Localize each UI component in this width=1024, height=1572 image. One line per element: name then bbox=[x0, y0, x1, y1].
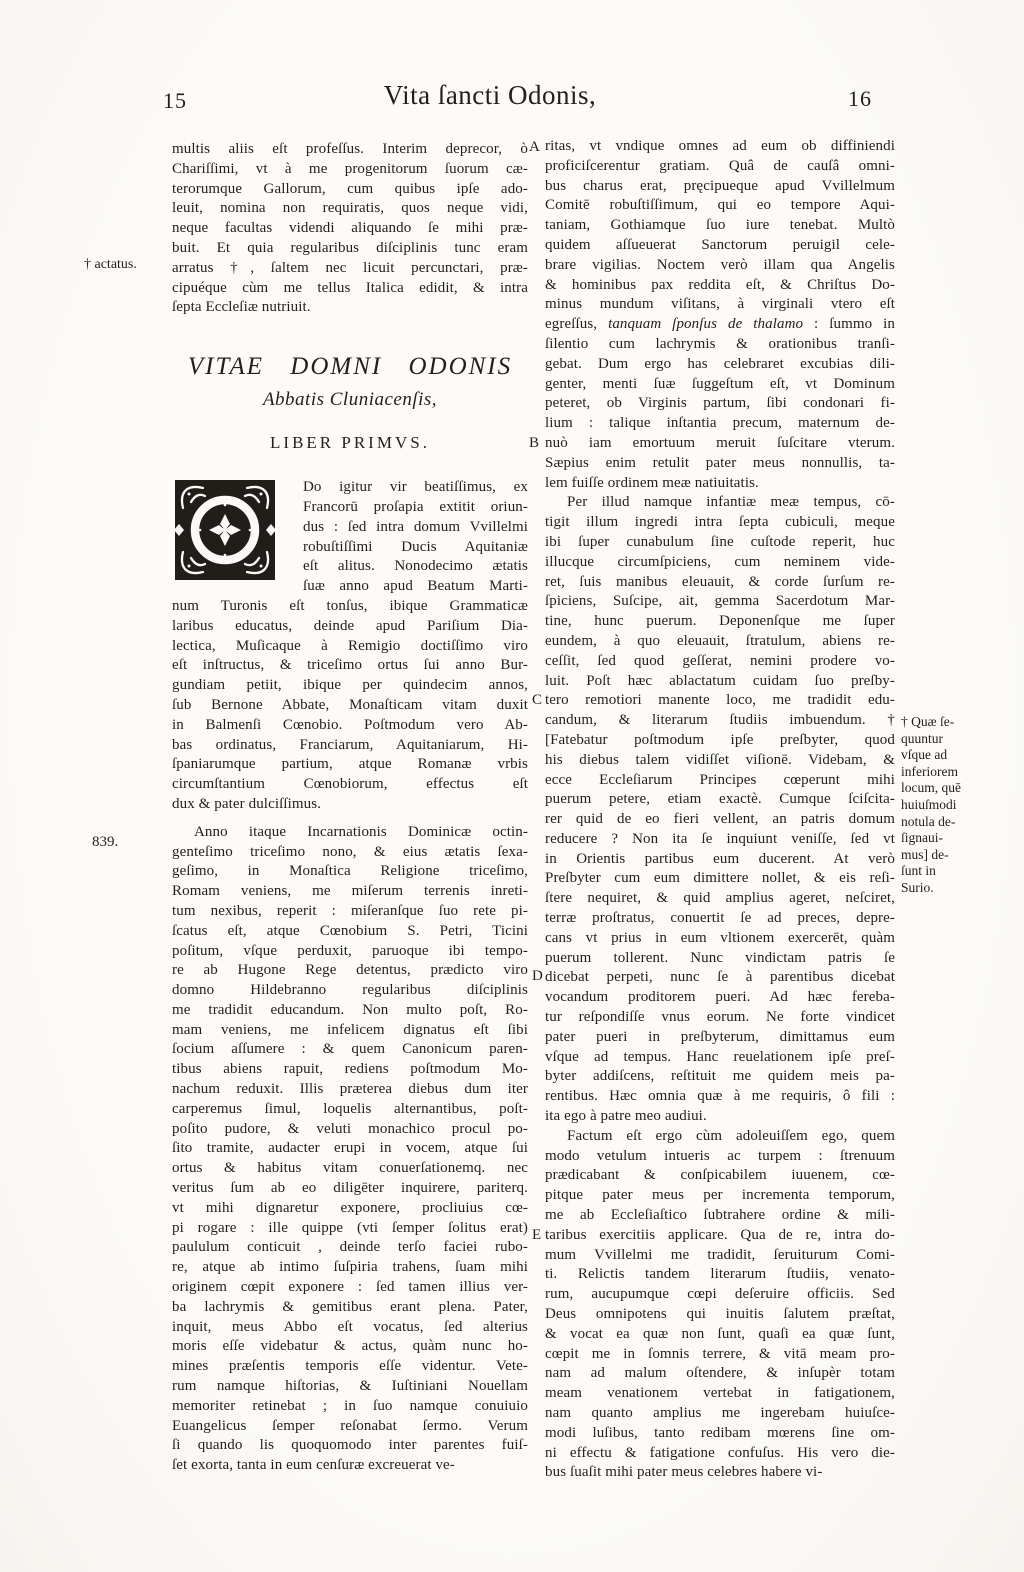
text-line: ceſſit, ſed quod geſſerat, nemini prodere vo- bbox=[545, 652, 895, 669]
text-line: eſt inſtructus, & triceſimo ortus ſui anno Bur- bbox=[172, 657, 528, 674]
text-line: tur reſpondiſſe vnus eorum. Ne forte vindicet bbox=[545, 1009, 895, 1026]
text-line: ſub Bernone Abbate, Monaſticam vitam duxit bbox=[172, 696, 528, 713]
text-line: prædicabant & conſpicabilem iuuenem, cœ- bbox=[545, 1167, 895, 1184]
text-line: peteret, ob Virginis partum, ſibi condonari fi- bbox=[545, 395, 895, 412]
text-line: bus ſuaſit mihi pater meus celebres habere vi- bbox=[545, 1464, 823, 1481]
text-line: ti. Relictis tandem literarum ſtudiis, venato- bbox=[545, 1266, 895, 1283]
text-line: terræ proſtratus, conuertit ſe ad preces, depre- bbox=[545, 910, 895, 927]
text-line: arratus †, ſaltem nec licuit percunctari, præ- bbox=[172, 259, 528, 276]
text-line: & vocat ea quæ non ſunt, quaſi ea quæ ſunt, bbox=[545, 1325, 895, 1342]
text-line: tine, hunc puerum. Deponenſque me ſuper bbox=[545, 613, 895, 630]
text-line: vſque ad bbox=[901, 747, 948, 763]
text-line: ecce Eccleſiarum Principes cœperunt mihi bbox=[545, 771, 895, 788]
text-line: ſtere nequiret, & quid amplius ageret, neſciret, bbox=[545, 890, 895, 907]
text-line: ſocium aſſumere : & quem Canonicum paren- bbox=[172, 1041, 528, 1058]
text-line: Deus omnipotens qui inuitis ſalutem præſtat, bbox=[545, 1306, 895, 1323]
text-line: dux & pater dulciſſimus. bbox=[172, 795, 322, 812]
section-title-liber: LIBER PRIMVS. bbox=[270, 433, 430, 453]
text-line: ſepta Eccleſiæ nutriuit. bbox=[172, 299, 311, 316]
text-line: me ab Eccleſiaſtico ſubtrahere ordine & mili- bbox=[545, 1207, 895, 1224]
text-line: vt mihi dignaretur exponere, procliuius cœ- bbox=[172, 1199, 528, 1216]
text-line: ita ego à patre meo audiui. bbox=[545, 1108, 707, 1125]
text-line: in Balmenſi Cœnobio. Poſtmodum vero Ab- bbox=[172, 716, 528, 733]
text-line: his diebus talem vidiſſet viſionē. Videbam, & bbox=[545, 751, 895, 768]
text-line: egreſſus, tanquam ſponſus de thalamo : ſummo in bbox=[545, 316, 896, 333]
text-line: Factum eſt ergo cùm adoleuiſſem ego, quem bbox=[567, 1127, 895, 1144]
text-line: illucque circumſpiciens, cum neminem vide- bbox=[545, 553, 895, 570]
right-column bbox=[545, 137, 895, 1483]
text-line: bas ordinatus, Franciarum, Aquitaniarum, Hi- bbox=[172, 736, 528, 753]
left-column bbox=[172, 140, 528, 1476]
text-line: luit. Poſt hæc ablactatum cuidam ſuo preſby- bbox=[545, 672, 895, 689]
page-number-left: 15 bbox=[163, 88, 187, 113]
text-line: Francorū proſapia extitit oriun- bbox=[303, 498, 528, 515]
text-line: puerum petere, etiam exactè. Cumque ſciſcita- bbox=[545, 791, 895, 808]
text-line: & hominibus pax reddita eſt, & Chriſtus Do- bbox=[545, 276, 895, 293]
text-line: me tradidit educandum. Non multo poſt, Ro- bbox=[172, 1001, 528, 1018]
text-line: nuò iam emortuum meruit ſuſcitare vterum. bbox=[545, 434, 895, 451]
left-paragraph-2 bbox=[172, 478, 528, 815]
text-line: ortus & habitus vitam conuerſationemq. nec bbox=[172, 1160, 528, 1177]
section-letter-D: D bbox=[532, 968, 543, 984]
text-line: ſi quando lis quoquomodo inter parentes fuiſ- bbox=[172, 1437, 528, 1454]
text-line: reducere ? Non ita ſe inquiunt veniſſe, ſed vt bbox=[545, 830, 895, 847]
right-paragraph-2 bbox=[545, 493, 895, 1127]
text-line: lium : talique inſtantia precum, maternum de- bbox=[545, 415, 895, 432]
text-line: neque facultas videndi aliquando ſe mihi præ- bbox=[172, 220, 528, 237]
text-line: locum, quē bbox=[901, 780, 961, 796]
text-line: paululum conticuit , deinde terſo faciei rubo- bbox=[172, 1239, 528, 1256]
text-line: in Orientis partibus eum ducerent. At verò bbox=[545, 850, 895, 867]
text-line: Euangelicus ſemper reſonabat ſermo. Verum bbox=[172, 1417, 528, 1434]
text-line: Chariſſimi, vt à me progenitorum ſuorum cæ- bbox=[172, 160, 528, 177]
text-line: ſuæ anno apud Beatum Marti- bbox=[303, 578, 528, 595]
page-number-right: 16 bbox=[848, 86, 872, 111]
text-line: carperemus ſimul, loquelis alternantibus, poſt- bbox=[172, 1100, 528, 1117]
right-paragraph-1 bbox=[545, 137, 895, 493]
text-line: minus mundum viſitans, à virginali vtero eſt bbox=[545, 296, 895, 313]
text-line: nam ad malum oſtendere, & inſupèr totam bbox=[545, 1365, 895, 1382]
text-line: rer quid de eo fieri vellent, an patris domum bbox=[545, 811, 895, 828]
text-line: dus : ſed intra domum Vvillelmi bbox=[303, 518, 528, 535]
text-line: circumſtantium Cœnobiorum, effectus eſt bbox=[172, 776, 528, 793]
text-line: cœpit me in ſomnis terrere, & vitā meam pro- bbox=[545, 1345, 895, 1362]
text-line: domno Hildebranno regularibus diſciplinis bbox=[172, 982, 528, 999]
text-line: ſpaniarumque partium, atque Romanæ vrbis bbox=[172, 756, 528, 773]
text-line: Surio. bbox=[901, 879, 934, 895]
text-line: brare vigilias. Noctem verò illam qua Angelis bbox=[545, 256, 895, 273]
text-line: ſito tramite, audacter erupi in vocem, atque ſui bbox=[172, 1140, 528, 1157]
text-line: quidem aſſueuerat Sanctorum peruigil cele- bbox=[545, 236, 895, 253]
section-letter-E: E bbox=[532, 1227, 542, 1243]
text-line: Do igitur vir beatiſſimus, ex bbox=[303, 479, 528, 496]
text-line: vocandum proditorem pueri. Ad hæc fereba- bbox=[545, 989, 895, 1006]
text-line: ritas, vt vndique omnes ad eum ob diffiniendi bbox=[545, 138, 895, 154]
text-line: inferiorem bbox=[901, 763, 958, 779]
margin-note-year-839: 839. bbox=[92, 834, 119, 850]
text-line: num Turonis eſt tonſus, ibique Grammaticæ bbox=[172, 597, 528, 614]
section-letter-C: C bbox=[532, 692, 543, 708]
text-line: puerum tollerent. Nunc vindictam patris ſe bbox=[545, 949, 895, 966]
text-line: ni effectu & fatigatione confuſus. His vero die- bbox=[545, 1444, 895, 1461]
text-line: candum, & literarum ſtudiis imbuendum. † bbox=[545, 712, 895, 729]
text-line: laribus educatus, deinde apud Pariſium Dia- bbox=[172, 617, 528, 634]
text-line: eundem, à quo eleuauit, ſtratulum, abiens re- bbox=[545, 632, 895, 649]
text-line: Preſbyter cum eum dimittere nollet, & eis reſi- bbox=[545, 870, 895, 887]
text-line: gebat. Dum ergo has celebraret excubias dili- bbox=[545, 355, 895, 372]
text-line: † Quæ ſe- bbox=[901, 714, 955, 729]
text-line: inquit, meus Abbo eſt vocatus, ſed alterius bbox=[172, 1318, 528, 1335]
text-line: terorumque Gallorum, cum quibus ipſe ado- bbox=[172, 180, 528, 197]
text-line: tum nexibus, reperit : miſeranſque ſuo rete pi- bbox=[172, 902, 528, 919]
text-line: Comitē robuſtiſſimum, qui eo tempore Aqui- bbox=[545, 197, 895, 214]
text-line: vſque ad tempus. Hanc reuelationem ipſe preſ- bbox=[545, 1048, 895, 1065]
text-line: Romam veniens, me miſerum terrenis inreti- bbox=[172, 883, 528, 900]
text-line: ſcatus eſt, atque Cœnobium S. Petri, Ticini bbox=[172, 922, 528, 939]
text-line: ſet exorta, tanta in eum cenſuræ excreuerat ve- bbox=[172, 1457, 455, 1474]
text-line: geſimo, in Monaſtica Religione triceſimo, bbox=[172, 863, 528, 880]
section-title-main: VITAE DOMNI ODONIS bbox=[187, 353, 513, 381]
running-title: Vita ſancti Odonis, bbox=[383, 80, 597, 110]
text-line: notula de- bbox=[901, 813, 956, 829]
text-line: robuſtiſſimi Ducis Aquitaniæ bbox=[303, 538, 528, 555]
text-line: taribus exercitiis applicare. Qua de re, intra do- bbox=[545, 1226, 895, 1243]
margin-note-aetatus: † actatus. bbox=[84, 257, 137, 272]
text-line: cans vt prius in eum vltionem exercerēt, quàm bbox=[545, 929, 895, 946]
text-line: dicebat perpeti, nunc ſe à parentibus dicebat bbox=[545, 969, 895, 986]
text-line: moris eſſe videbatur & actus, quàm nunc ho- bbox=[172, 1338, 528, 1355]
text-line: taniam, Gothiamque ſuo iure tenebat. Multò bbox=[545, 217, 895, 234]
text-line: mam veniens, me infelicem dignatus eſt ſibi bbox=[172, 1021, 528, 1038]
text-line: tigit illum ingredi intra ſepta cubiculi, meque bbox=[545, 514, 895, 531]
text-line: ret, ſuis manibus eleuauit, & corde ſurſum re- bbox=[545, 573, 895, 590]
text-line: lectica, Muſicaque à Remigio doctiſſimo viro bbox=[172, 637, 528, 654]
text-line: memoriter retinebat ; in ſuo namque conuiuio bbox=[172, 1397, 528, 1414]
text-line: ibi ſuper cunabulum ſine cuſtode reperit, huc bbox=[545, 533, 895, 550]
ornate-drop-cap-O bbox=[175, 480, 275, 580]
text-line: rum, aucupumque cœpi deſeruire officiis. Sed bbox=[545, 1286, 895, 1303]
text-line: proficiſcerentur gratiam. Quâ de cauſâ omni- bbox=[545, 157, 895, 174]
text-line: pitque pater meus per incrementa temporum, bbox=[545, 1187, 895, 1204]
text-line: [Fatebatur poſtmodum ipſe preſbyter, quod bbox=[545, 731, 895, 748]
text-line: Anno itaque Incarnationis Dominicæ octin- bbox=[194, 823, 528, 840]
text-line: rum namque hiſtorias, & Iuſtiniani Nouellam bbox=[172, 1378, 528, 1395]
text-line: tibus abiens rapuit, rediens poſtmodum Mo- bbox=[172, 1061, 528, 1078]
text-line: pi rogare : ille quippe (vti ſemper ſolitus erat) bbox=[172, 1219, 528, 1236]
side-note-surius bbox=[901, 714, 1017, 897]
text-line: poſitum, vſque perduxit, paruoque ibi tempo- bbox=[172, 942, 528, 959]
text-line: huiuſmodi bbox=[901, 796, 957, 812]
text-line: meam venationem vertebat in fatigationem, bbox=[545, 1385, 895, 1402]
right-paragraph-3 bbox=[545, 1127, 895, 1483]
text-line: ſignaui- bbox=[901, 830, 943, 846]
text-line: veritus ſum ab eo diligēter inquirere, pariterq. bbox=[172, 1180, 528, 1197]
text-line: poſito pudore, & veluti monachico procul po- bbox=[172, 1120, 528, 1137]
text-line: tero remotiori manente loco, me tradidit edu- bbox=[545, 692, 895, 709]
text-line: bus charus erat, pręcipueque apud Vvillelmum bbox=[545, 177, 895, 194]
section-title-sub: Abbatis Cluniacenſis, bbox=[262, 389, 438, 411]
text-line: genter, menti ſuæ ſuggeſtum eſt, vt Dominum bbox=[545, 375, 895, 392]
text-line: genteſimo triceſimo nono, & eius ætatis ſexa- bbox=[172, 843, 528, 860]
text-line: multis aliis eſt profeſſus. Interim deprecor, ò bbox=[172, 141, 528, 157]
left-paragraph-1 bbox=[172, 140, 528, 318]
text-line: ſpiciens, Suſcipe, ait, gemma Sacerdotum Mar- bbox=[545, 593, 895, 610]
text-line: leuit, nomina non requiratis, quos neque vidi, bbox=[172, 200, 528, 217]
text-line: mines præſentis temporis eſſe videntur. Vete- bbox=[172, 1358, 528, 1375]
left-paragraph-3 bbox=[172, 823, 528, 1476]
text-line: ſilentio cum lachrymis & orationibus tranſi- bbox=[545, 335, 895, 352]
text-line: modi luſibus, tanto redibam mœrens ſine om- bbox=[545, 1424, 895, 1441]
text-line: buit. Et quia regularibus diſciplinis tunc eram bbox=[172, 239, 528, 256]
text-line: re, atque ab intimo ſuſpiria trahens, ſuam mihi bbox=[172, 1259, 528, 1276]
text-line: byter addiſcens, reſtituit me quidem meis pa- bbox=[545, 1068, 895, 1085]
text-line: nachum reduxit. Illis præterea diebus dum iter bbox=[172, 1081, 528, 1098]
text-line: ſunt in bbox=[901, 863, 936, 879]
section-letter-B: B bbox=[529, 435, 540, 451]
text-line: cipuéque cùm me tellus Italica edidit, & intra bbox=[172, 279, 528, 296]
text-line: pater pueri in preſbyterum, dimittamus eum bbox=[545, 1028, 895, 1045]
text-line: Per illud namque infantiæ meæ tempus, cō- bbox=[567, 494, 895, 511]
text-line: Sæpius enim retulit pater meus nonnullis, ta- bbox=[545, 454, 895, 471]
text-line: modo vetulum intueris ac turpem : ſtrenuum bbox=[545, 1147, 895, 1164]
text-line: gundiam petiit, ibique per quindecim annos, bbox=[172, 677, 528, 694]
text-line: eſt alitus. Nonodecimo ætatis bbox=[303, 558, 528, 575]
text-line: nam quanto amplius me ingerebam huiuſce- bbox=[545, 1405, 895, 1421]
text-line: rentibus. Hæc omnia quæ à me requiris, ô fili : bbox=[545, 1088, 895, 1105]
text-line: originem cœpit exponere : ſed tamen illius ver- bbox=[172, 1279, 528, 1296]
text-line: lem fuiſſe ordinem meæ natiuitatis. bbox=[545, 474, 759, 491]
text-line: ba lachrymis & gemitibus erant plena. Pater, bbox=[172, 1298, 528, 1315]
text-line: re ab Hugone Rege detentus, prædicto viro bbox=[172, 962, 528, 979]
text-line: quuntur bbox=[901, 730, 943, 746]
text-line: mus] de- bbox=[901, 846, 949, 862]
text-line: mum Vvillelmi me tradidit, ſeruiturum Comi- bbox=[545, 1246, 895, 1263]
section-letter-A: A bbox=[529, 139, 540, 155]
